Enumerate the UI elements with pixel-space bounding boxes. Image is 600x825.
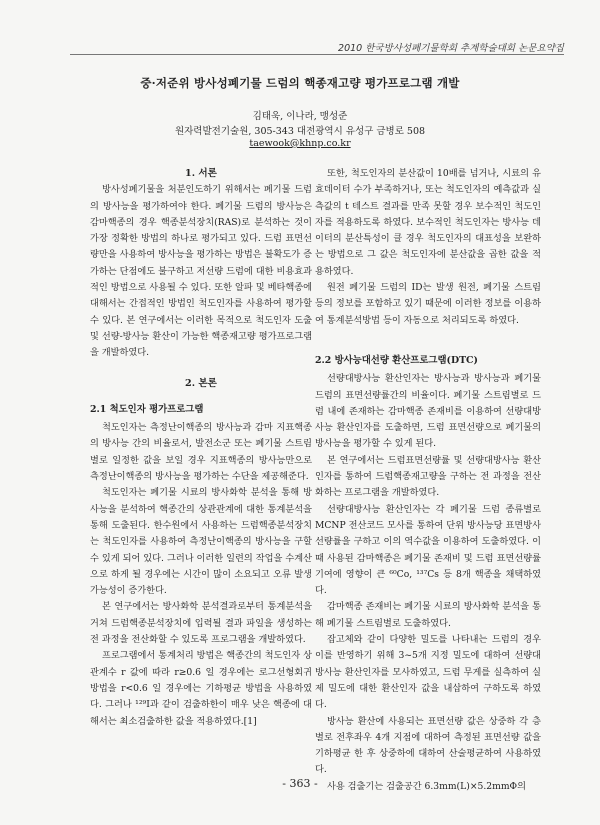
sub2-paragraph-4: 감마핵종 존재비는 폐기물 시료의 방사화학 분석을 통해 폐기물 스트림별로 도출하였다.: [315, 601, 541, 629]
paper-title: 중·저준위 방사성폐기물 드럼의 핵종재고량 평가프로그램 개발: [140, 76, 460, 90]
sub1-paragraph-1: 척도인자는 측정난이핵종의 방사능과 감마 지표핵종의 방사능 간의 비율로서, 발전소군 또는 폐기물 스트림별로 일정한 값을 보일 경우 지표핵종의 방사능만으로 측정난이핵종의 방사능을 평가하는 수단을 제공해준다.: [90, 422, 312, 483]
sub2-paragraph-5: 잡고체와 같이 다양한 밀도를 나타내는 드럼의 경우 이를 반영하기 위해 3~5개 지정 밀도에 대하여 선량대방사능 환산인자를 모사하였고, 드럼 무게를 실측하여 실제 밀도에 대한 환산인자 값을 내삽하여 구하도록 하였다.: [315, 634, 541, 711]
body-heading: 2. 본론: [185, 377, 217, 389]
intro-paragraph: 방사성폐기물을 처분인도하기 위해서는 폐기물 드럼의 방사능을 평가하여야 한다. 폐기물 드럼의 방사능은 감마핵종의 경우 핵종분석장치(RAS)로 분석하는 것이 가장 정확한 방법의 하나로 평가되고 있다. 드럼 표면선량만을 사용하여 방사능을 평가하는 방법은 불확도가 증가하는 단점에도 불구하고 저선량 드럼에 대한 비용효과적인 방법으로 사용될 수 있다. 또한 알파 및 베타핵종에 대해서는 간접적인 방법인 척도인자를 사용하여 평가할 수 있다. 본 연구에서는 이러한 목적으로 척도인자 도출 및 선량-방사능 환산이 가능한 핵종재고량 평가프로그램을 개발하였다.: [90, 184, 312, 359]
right-paragraph-2: 원전 폐기물 드럼의 ID는 발생 원전, 폐기물 스트림 등의 정보를 포함하고 있기 때문에 이러한 정보를 이용하여 통계분석방법 등이 자동으로 처리되도록 하였다.: [315, 282, 541, 326]
right-column: [315, 166, 541, 795]
intro-heading: 1. 서론: [185, 168, 217, 179]
paper-affiliation: 원자력발전기술원, 305-343 대전광역시 유성구 금병로 508: [174, 126, 426, 137]
sub2-paragraph-7: 사용 검출기는 검출공간 6.3mm(L)×5.2mmΦ의: [327, 780, 526, 792]
sub2-paragraph-2: 본 연구에서는 드럼표면선량률 및 선량대방사능 환산인자를 통하여 드럼핵종재고량을 구하는 전 과정을 전산화하는 프로그램을 개발하였다.: [315, 454, 541, 499]
sub1-paragraph-4: 프로그램에서 통계처리 방법은 핵종간의 척도인자 상관계수 r 값에 따라 r≥0.6 일 경우에는 로그선형회귀 방법을 r<0.6 일 경우에는 기하평균 방법을 사용하였다. 그러나 ¹²⁹I과 같이 검출하한이 매우 낮은 핵종에 대해서는 최소검출하한 값을 적용하였다.[1]: [90, 650, 312, 727]
sub2-paragraph-6: 방사능 환산에 사용되는 표면선량 값은 상중하 각 층별로 전후좌우 4개 지점에 대하여 측정된 표면선량 값을 기하평균 한 후 상중하에 대하여 산술평균하여 사용하였다.: [315, 715, 541, 776]
sub2-paragraph-1: 선량대방사능 환산인자는 방사능과 방사능과 폐기물 드럼의 표면선량률간의 비율이다. 폐기물 스트림별로 드럼 내에 존재하는 감마핵종 존재비를 이용하여 선량대방사능 환산인자를 도출하면, 드럼 표면선량으로 폐기물의 방사능을 평가할 수 있게 된다.: [315, 373, 541, 450]
subsection-heading-2-1: 2.1 척도인자 평가프로그램: [90, 403, 204, 415]
subsection-heading-2-2: 2.2 방사능대선량 환산프로그램(DTC): [315, 354, 478, 366]
header-rule: [70, 54, 564, 55]
page-number: - 363 -: [282, 777, 318, 790]
right-paragraph-1: 또한, 척도인자의 분산값이 10배를 넘거나, 시료의 유효데이터 수가 부족하거나, 또는 척도인자의 예측값과 실측값의 t 테스트 결과를 만족 못할 경우 보수적인 척도인자를 적용하도록 하였다. 보수적인 척도인자는 방사능 데이터의 분산특성이 클 경우 척도인자의 대표성을 보완하는 방법으로 그 값은 척도인자에 분산값을 곱한 값을 적용하였다.: [315, 168, 541, 277]
sub1-paragraph-3: 본 연구에서는 방사화학 분석결과로부터 통계분석을 거쳐 드럼핵종분석장치에 입력될 결과 파일을 생성하는 전 과정을 전산화할 수 있도록 프로그램을 개발하였다.: [90, 601, 312, 646]
sub1-paragraph-2: 척도인자는 폐기물 시료의 방사화학 분석을 통해 방사능을 분석하여 핵종간의 상관관계에 대한 통계분석을 통해 도출된다. 한수원에서 사용하는 드럼핵종분석장치는 척도인자를 사용하여 측정난이핵종의 방사능을 구할 수 있게 되어 있다. 그러나 이러한 일련의 작업을 수계산으로 하게 될 경우에는 시간이 많이 소요되고 오류 발생 가능성이 증가한다.: [90, 487, 312, 597]
left-column: [90, 166, 312, 730]
conference-header: 2010 한국방사성폐기물학회 추계학술대회 논문요약집: [338, 43, 564, 54]
paper-authors: 김태욱, 이나라, 맹성준: [252, 111, 348, 122]
sub2-paragraph-3: 선량대방사능 환산인자는 각 폐기물 드럼 종류별로 MCNP 전산코드 모사를 통하여 단위 방사능당 표면방사선량률을 구하고 이의 역수값을 이용하여 도출하였다. 이때 사용된 감마핵종은 폐기물 존재비 및 드럼 표면선량률 기여에 영향이 큰 ⁶⁰Co, ¹³⁷Cs 등 8개 핵종을 채택하였다.: [315, 503, 541, 597]
author-email-link[interactable]: taewook@khnp.co.kr: [249, 138, 351, 149]
